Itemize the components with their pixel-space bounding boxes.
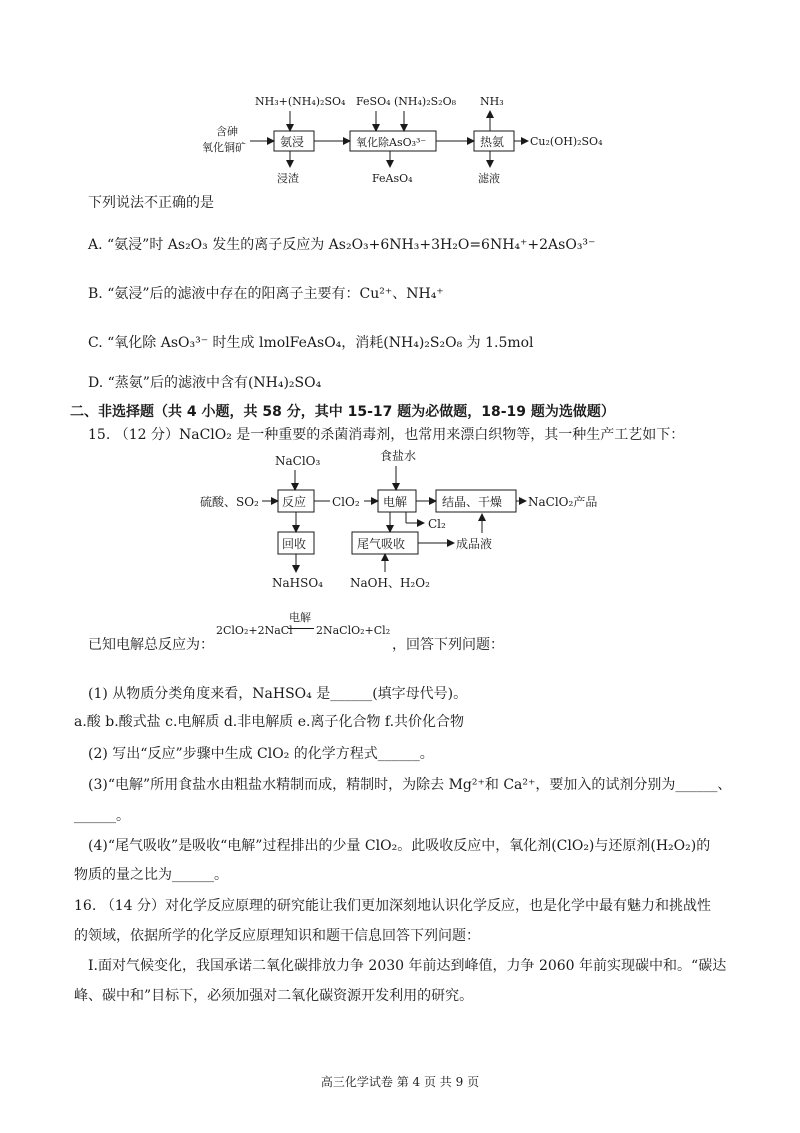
box-reaction-label: 反应 xyxy=(282,495,307,509)
box-ammonia-leach-label: 氨浸 xyxy=(280,135,305,149)
q15-part3-line1: (3)“电解”所用食盐水由粗盐水精制而成，精制时，为除去 Mg²⁺和 Ca²⁺，要加入的试剂分别为______、 xyxy=(88,777,732,793)
nh3-output-label: NH₃ xyxy=(480,95,504,108)
input-label-line1: 含砷 xyxy=(216,125,238,138)
q14-option-b: B. “氨浸”后的滤液中存在的阳离子主要有：Cu²⁺、NH₄⁺ xyxy=(88,286,444,302)
box-recycle-label: 回收 xyxy=(282,537,307,551)
box-tail-gas-label: 尾气吸收 xyxy=(357,537,406,551)
cl2-label: Cl₂ xyxy=(428,517,446,531)
naclo3-label: NaClO₃ xyxy=(275,454,321,468)
q14-option-c: C. “氧化除 AsO₃³⁻ 时生成 lmolFeAsO₄，消耗(NH₄)₂S₂O₈ 为 1.5mol xyxy=(88,335,534,351)
reagent-label-2: FeSO₄ (NH₄)₂S₂O₈ xyxy=(356,95,456,108)
q16-line3: Ⅰ.面对气候变化，我国承诺二氧化碳排放力争 2030 年前达到峰值，力争 2060 年前实现碳中和。“碳达 xyxy=(88,958,727,974)
naclo2-product-label: NaClO₂产品 xyxy=(528,495,598,509)
box-hot-ammonia-label: 热氨 xyxy=(480,135,505,149)
box-electrolysis-label: 电解 xyxy=(383,495,408,509)
product-label: Cu₂(OH)₂SO₄ xyxy=(530,135,603,148)
q15-part1-options: a.酸 b.酸式盐 c.电解质 d.非电解质 e.离子化合物 f.共价化合物 xyxy=(74,714,465,730)
equation-left: 2ClO₂+2NaCl xyxy=(216,624,293,637)
clo2-label: ClO₂ xyxy=(332,495,360,509)
q16-line4: 峰、碳中和”目标下，必须加强对二氧化碳资源开发利用的研究。 xyxy=(74,988,474,1004)
q15-part2: (2) 写出“反应”步骤中生成 ClO₂ 的化学方程式______。 xyxy=(88,746,434,762)
box-oxidation-label: 氧化除AsO₃³⁻ xyxy=(356,136,427,149)
feaso4-label: FeAsO₄ xyxy=(372,172,413,185)
left-input-label: 硫酸、SO₂ xyxy=(200,495,259,509)
section-heading: 二、非选择题（共 4 小题，共 58 分，其中 15-17 题为必做题，18-19 题为选做题） xyxy=(70,404,615,420)
q15-part4-line2: 物质的量之比为______。 xyxy=(74,867,228,883)
q15-part4-line1: (4)“尾气吸收”是吸收“电解”过程排出的少量 ClO₂。此吸收反应中，氧化剂(ClO₂)与还原剂(H₂O₂)的 xyxy=(88,838,711,854)
salt-water-label: 食盐水 xyxy=(380,449,417,463)
flowchart-naclo2 xyxy=(0,446,800,596)
equation-right: 2NaClO₂+Cl₂ xyxy=(316,624,391,637)
q14-stem: 下列说法不正确的是 xyxy=(88,195,214,211)
equation-arrow-line xyxy=(288,628,314,629)
filtrate-label: 滤液 xyxy=(478,172,500,185)
q14-option-a: A. “氨浸”时 As₂O₃ 发生的离子反应为 As₂O₃+6NH₃+3H₂O=6NH₄⁺+2AsO₃³⁻ xyxy=(88,237,596,253)
q16-line1: 16. （14 分）对化学反应原理的研究能让我们更加深刻地认识化学反应，也是化学中最有魅力和挑战性 xyxy=(74,898,711,914)
reagent-label-1: NH₃+(NH₄)₂SO₄ xyxy=(255,95,346,108)
q16-line2: 的领域，依据所学的化学反应原理知识和题干信息回答下列问题： xyxy=(74,928,480,944)
naoh-h2o2-label: NaOH、H₂O₂ xyxy=(350,576,430,590)
equation-prefix: 已知电解总反应为： xyxy=(88,637,214,653)
page-footer: 高三化学试卷 第 4 页 共 9 页 xyxy=(320,1075,480,1089)
box-crystallize-label: 结晶、干燥 xyxy=(442,495,503,509)
residue-label: 浸渣 xyxy=(277,172,299,185)
q14-option-d: D. “蒸氨”后的滤液中含有(NH₄)₂SO₄ xyxy=(88,375,322,391)
equation-condition: 电解 xyxy=(289,611,311,624)
input-label-line2: 氧化铜矿 xyxy=(202,141,246,154)
nahso4-label: NaHSO₄ xyxy=(272,576,323,590)
q15-part3-line2: ______。 xyxy=(74,808,130,824)
finished-liquid-label: 成品液 xyxy=(456,537,493,551)
q15-part1: (1) 从物质分类角度来看，NaHSO₄ 是______(填字母代号)。 xyxy=(88,686,468,702)
equation-suffix: ，回答下列问题： xyxy=(392,637,504,653)
q15-intro: 15. （12 分）NaClO₂ 是一种重要的杀菌消毒剂，也常用来漂白织物等，其一种生产工艺如下： xyxy=(88,427,685,443)
